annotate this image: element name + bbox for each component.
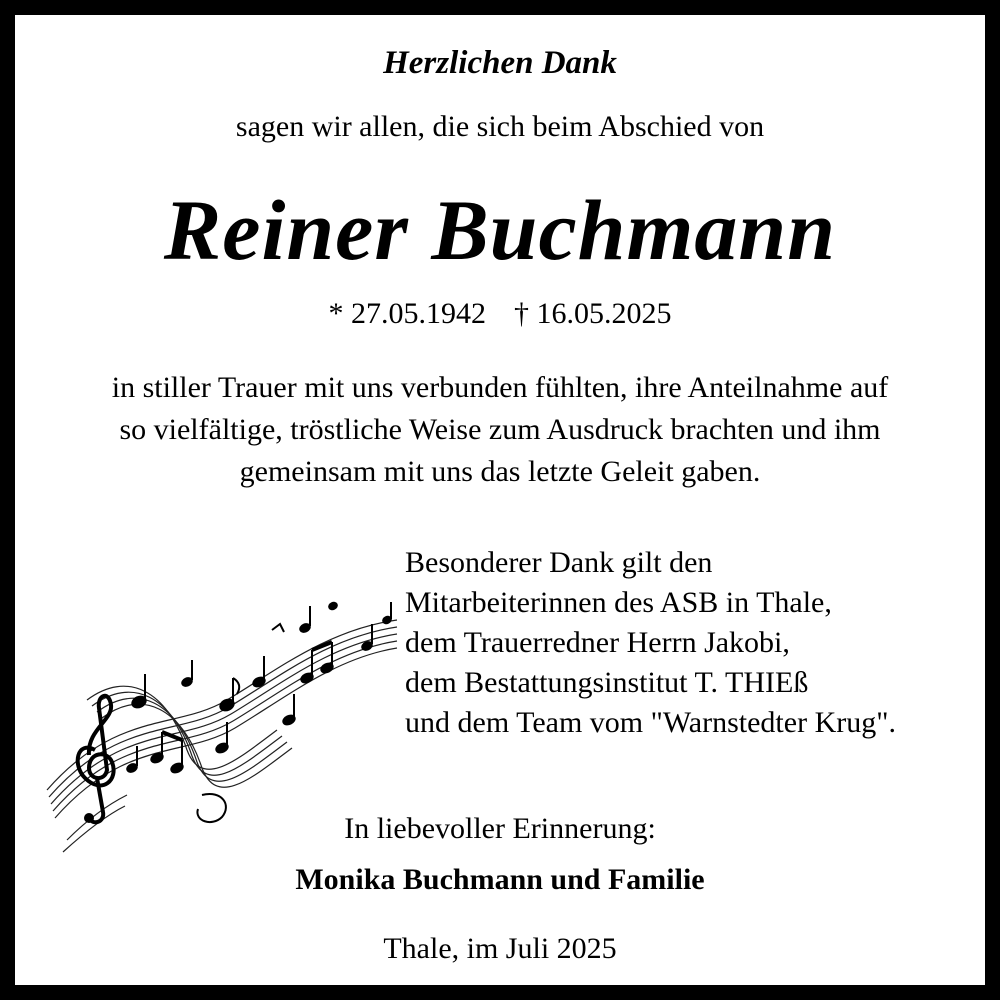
death-date: † 16.05.2025 — [514, 297, 672, 330]
body-line: in stiller Trauer mit uns verbunden fühlten, ihre Anteilnahme auf — [111, 371, 889, 404]
body-line: so vielfältige, tröstliche Weise zum Ausdruck brachten und ihm — [119, 413, 881, 446]
heading: Herzlichen Dank — [383, 45, 617, 81]
thanks-line: Besonderer Dank gilt den — [405, 546, 713, 579]
life-dates — [15, 297, 985, 331]
intro-text: sagen wir allen, die sich beim Abschied von — [235, 110, 765, 143]
thanks-line: Mitarbeiterinnen des ASB in Thale, — [405, 586, 832, 619]
body-text — [15, 367, 985, 493]
birth-date: * 27.05.1942 — [328, 297, 486, 330]
deceased-name: Reiner Buchmann — [163, 182, 837, 278]
signature: Monika Buchmann und Familie — [295, 863, 705, 896]
closing-text: In liebevoller Erinnerung: — [344, 812, 656, 845]
body-line: gemeinsam mit uns das letzte Geleit gaben. — [239, 455, 761, 488]
thanks-line: dem Bestattungsinstitut T. THIEß — [405, 666, 809, 699]
place-date: Thale, im Juli 2025 — [383, 932, 617, 965]
special-thanks — [405, 543, 896, 743]
thanks-line: dem Trauerredner Herrn Jakobi, — [405, 626, 790, 659]
thanks-line: und dem Team vom "Warnstedter Krug". — [405, 706, 896, 739]
